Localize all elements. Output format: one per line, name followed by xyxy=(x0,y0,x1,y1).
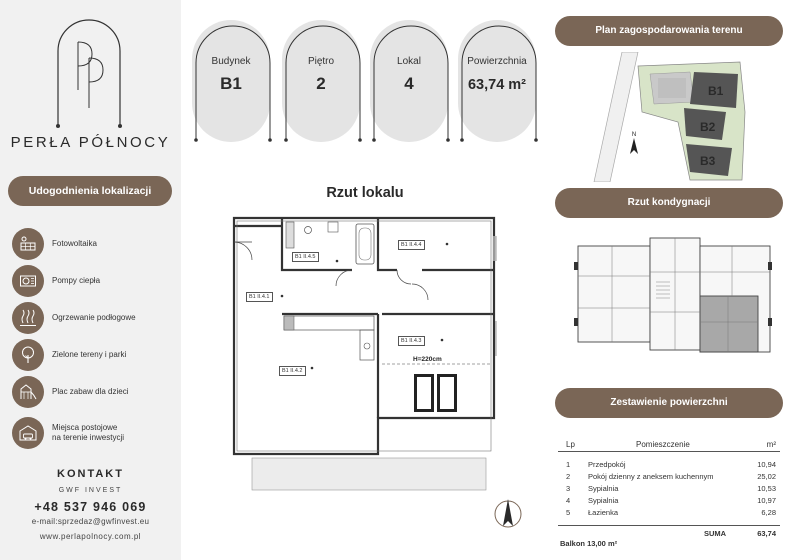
feature-label-line: Miejsca postojowe xyxy=(52,423,118,432)
row-lp: 5 xyxy=(566,508,571,517)
contact-title: KONTAKT xyxy=(57,468,124,480)
table-row xyxy=(558,482,780,494)
feature-label: Zielone tereny i parki xyxy=(52,350,127,359)
stat-label: Powierzchnia xyxy=(467,56,527,67)
brand-name: PERŁA PÓŁNOCY xyxy=(10,134,171,151)
sum-label: SUMA xyxy=(704,529,727,538)
row-area: 25,02 xyxy=(757,472,776,481)
room-tag: B1 II.4.5 xyxy=(292,252,319,262)
features-title: Udogodnienia lokalizacji xyxy=(8,176,172,206)
feature-item xyxy=(12,417,178,449)
brand-logo-icon xyxy=(52,14,126,130)
stat-unit xyxy=(370,20,448,142)
column-header: Lp xyxy=(566,440,575,449)
ceiling-height-label: H=220cm xyxy=(413,356,442,363)
contact-company: GWF INVEST xyxy=(58,487,123,494)
storey-plan xyxy=(572,232,774,360)
stat-value: B1 xyxy=(220,74,242,93)
row-room: Pokój dzienny z aneksem kuchennym xyxy=(588,472,714,481)
stat-label: Lokal xyxy=(397,56,421,67)
table-header xyxy=(558,438,780,452)
feature-label: Pompy ciepła xyxy=(52,276,101,285)
feature-item xyxy=(12,339,178,371)
table-row xyxy=(558,494,780,506)
feature-label: Plac zabaw dla dzieci xyxy=(52,387,129,396)
row-lp: 2 xyxy=(566,472,571,481)
stat-floor xyxy=(282,20,360,142)
stat-label: Budynek xyxy=(211,56,251,67)
stat-area xyxy=(458,20,536,142)
table-row xyxy=(558,458,780,470)
stat-building xyxy=(192,20,270,142)
feature-label: Fotowoltaika xyxy=(52,239,97,248)
feature-item xyxy=(12,265,178,297)
row-area: 10,53 xyxy=(757,484,776,493)
column-header: Pomieszczenie xyxy=(636,440,690,449)
row-area: 6,28 xyxy=(761,508,776,517)
row-room: Sypialnia xyxy=(588,496,619,505)
summary-title: Zestawienie powierzchni xyxy=(555,388,783,418)
stat-value: 2 xyxy=(316,74,326,93)
room-tag: B1 II.4.1 xyxy=(246,292,273,302)
row-room: Przedpokój xyxy=(588,460,626,469)
table-row xyxy=(558,506,780,518)
feature-item xyxy=(12,228,178,260)
feature-label xyxy=(52,417,124,449)
row-lp: 1 xyxy=(566,460,571,469)
plan-title: Rzut lokalu xyxy=(326,185,404,201)
feature-item xyxy=(12,376,178,408)
feature-label: Ogrzewanie podłogowe xyxy=(52,313,136,322)
playground-icon xyxy=(12,376,44,408)
contact-phone[interactable]: +48 537 946 069 xyxy=(34,500,147,514)
feature-item xyxy=(12,302,178,334)
row-room: Sypialnia xyxy=(588,484,619,493)
compass-icon xyxy=(492,496,524,532)
room-tag: B1 II.4.4 xyxy=(398,240,425,250)
stat-label: Piętro xyxy=(307,56,335,67)
sum-value: 63,74 xyxy=(757,529,776,538)
solar-panel-icon xyxy=(12,228,44,260)
site-plan-map xyxy=(590,52,780,182)
balcony-area: Balkon 13,00 m² xyxy=(560,539,618,548)
heat-pump-icon xyxy=(12,265,44,297)
site-building-label: B2 xyxy=(700,120,716,134)
row-room: Łazienka xyxy=(588,508,619,517)
floor-heating-icon xyxy=(12,302,44,334)
floor-plan-title: Rzut kondygnacji xyxy=(555,188,783,218)
contact-website[interactable]: www.perlapolnocy.com.pl xyxy=(39,532,142,541)
row-lp: 3 xyxy=(566,484,571,493)
site-building-label: B1 xyxy=(708,84,724,98)
site-plan-title: Plan zagospodarowania terenu xyxy=(555,16,783,46)
sidebar xyxy=(0,0,181,560)
row-area: 10,94 xyxy=(757,460,776,469)
apartment-floor-plan xyxy=(222,206,508,496)
feature-label-line: na terenie inwestycji xyxy=(52,433,125,442)
row-lp: 4 xyxy=(566,496,571,505)
stat-value: 4 xyxy=(404,74,414,93)
row-area: 10,97 xyxy=(757,496,776,505)
column-header: m² xyxy=(766,440,776,449)
site-building-label: B3 xyxy=(700,154,716,168)
table-sum-row xyxy=(558,525,780,537)
contact-email[interactable]: e-mail:sprzedaz@gwfinvest.eu xyxy=(31,517,150,526)
room-tag: B1 II.4.2 xyxy=(279,366,306,376)
tree-icon xyxy=(12,339,44,371)
svg-text:N: N xyxy=(631,132,637,138)
stat-value: 63,74 m² xyxy=(467,77,527,93)
room-tag: B1 II.4.3 xyxy=(398,336,425,346)
table-row xyxy=(558,470,780,482)
parking-garage-icon xyxy=(12,417,44,449)
